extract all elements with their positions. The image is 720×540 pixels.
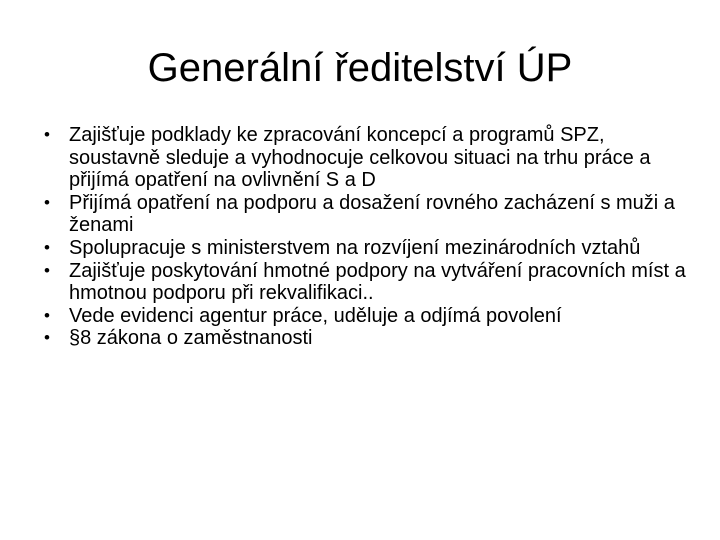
bullet-text: Vede evidenci agentur práce, uděluje a odjímá povolení: [69, 304, 562, 327]
bullet-dot-icon: •: [44, 305, 50, 325]
bullet-item: [0, 327, 720, 350]
bullet-item: [0, 260, 720, 305]
bullet-item: [0, 192, 720, 237]
bullet-text: Zajišťuje podklady ke zpracování koncepcí a programů SPZ, soustavně sleduje a vyhodnocuje celkovou situaci na trhu práce a přijímá opatření na ovlivnění S a D: [69, 124, 651, 192]
bullet-text: Spolupracuje s ministerstvem na rozvíjení mezinárodních vztahů: [69, 236, 641, 259]
bullet-dot-icon: •: [44, 125, 50, 144]
bullet-text: §8 zákona o zaměstnanosti: [69, 327, 313, 350]
bullet-list: [0, 124, 720, 350]
bullet-dot-icon: •: [44, 192, 50, 212]
bullet-dot-icon: •: [44, 328, 50, 348]
bullet-text: Přijímá opatření na podporu a dosažení rovného zacházení s muži a ženami: [69, 191, 675, 237]
bullet-text: Zajišťuje poskytování hmotné podpory na vytváření pracovních míst a hmotnou podporu při rekvalifikaci..: [69, 259, 686, 305]
bullet-item: [0, 305, 720, 328]
slide-title: Generální ředitelství ÚP: [147, 46, 573, 90]
bullet-dot-icon: •: [44, 237, 50, 257]
bullet-dot-icon: •: [44, 260, 50, 280]
bullet-item: [0, 124, 720, 192]
bullet-item: [0, 237, 720, 260]
